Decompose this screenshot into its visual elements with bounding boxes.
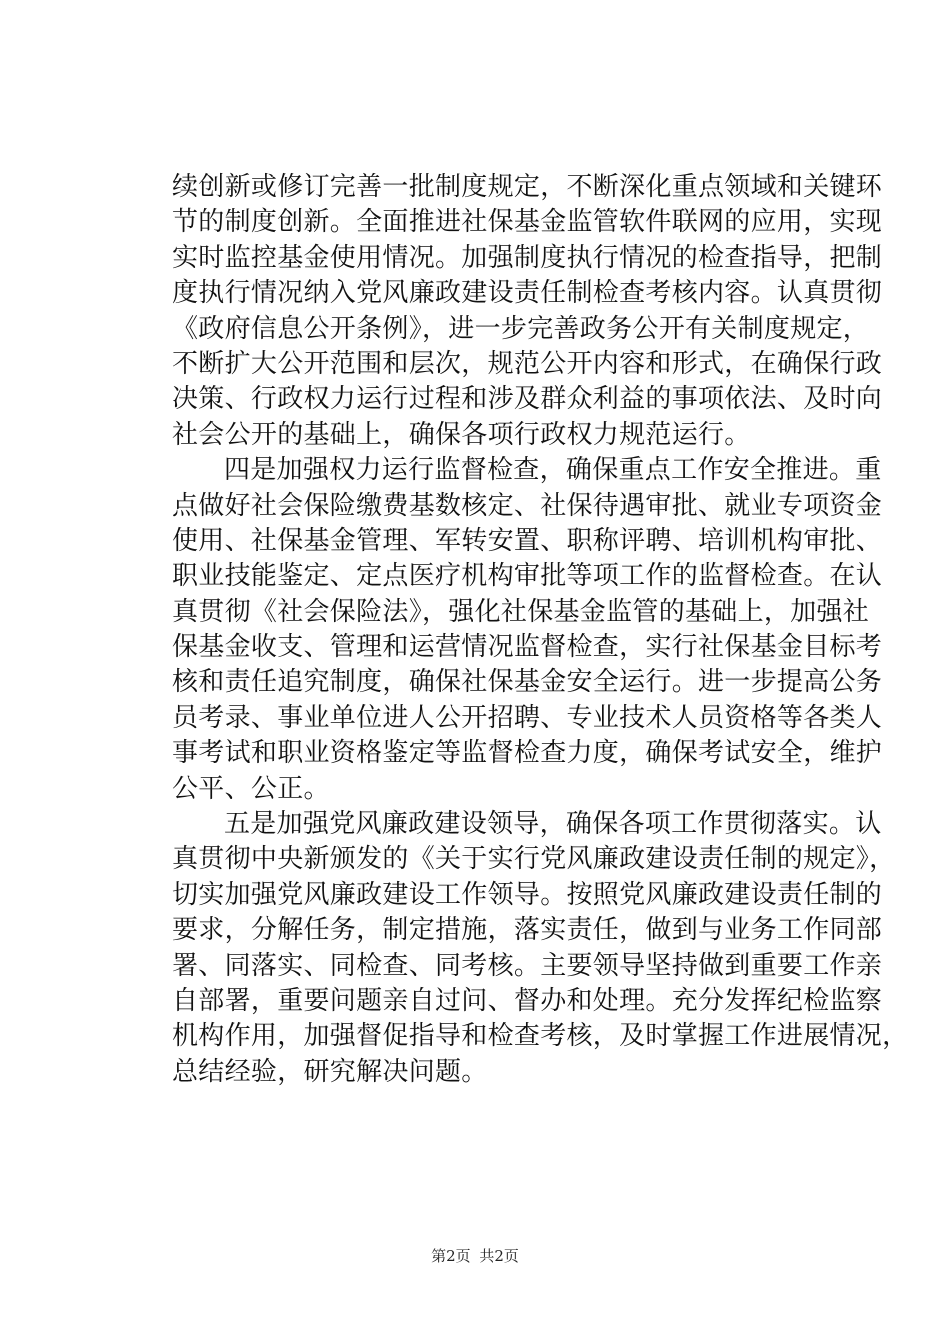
- text-line: 实时监控基金使用情况。加强制度执行情况的检查指导，把制: [172, 242, 883, 273]
- page-number: 第2页: [431, 1247, 471, 1265]
- paragraph-first-line: 五是加强党风廉政建设领导，确保各项工作贯彻落实。认: [224, 809, 882, 840]
- text-line: 自部署，重要问题亲自过问、督办和处理。充分发挥纪检监察: [172, 985, 883, 1016]
- text-line: 公平、公正。: [172, 773, 330, 804]
- text-line: 核和责任追究制度，确保社保基金安全运行。进一步提高公务: [172, 667, 883, 698]
- text-line: 《政府信息公开条例》，进一步完善政务公开有关制度规定，: [172, 313, 870, 344]
- text-line: 职业技能鉴定、定点医疗机构审批等项工作的监督检查。在认: [172, 561, 883, 592]
- text-line: 决策、行政权力运行过程和涉及群众利益的事项依法、及时向: [172, 384, 883, 415]
- text-line: 署、同落实、同检查、同考核。主要领导坚持做到重要工作亲: [172, 950, 883, 981]
- text-line: 保基金收支、管理和运营情况监督检查，实行社保基金目标考: [172, 632, 883, 663]
- text-line: 社会公开的基础上，确保各项行政权力规范运行。: [172, 419, 751, 450]
- text-line: 节的制度创新。全面推进社保基金监管软件联网的应用，实现: [172, 207, 883, 238]
- text-line: 点做好社会保险缴费基数核定、社保待遇审批、就业专项资金: [172, 490, 883, 521]
- text-line: 员考录、事业单位进人公开招聘、专业技术人员资格等各类人: [172, 702, 883, 733]
- text-line: 不断扩大公开范围和层次，规范公开内容和形式，在确保行政: [172, 348, 883, 379]
- text-line: 使用、社保基金管理、军转安置、职称评聘、培训机构审批、: [172, 525, 883, 556]
- text-line: 真贯彻《社会保险法》，强化社保基金监管的基础上，加强社: [172, 596, 870, 627]
- text-line: 续创新或修订完善一批制度规定，不断深化重点领域和关键环: [172, 172, 883, 202]
- text-line: 机构作用，加强督促指导和检查考核，及时掌握工作进展情况，: [172, 1021, 909, 1052]
- document-body: [172, 170, 909, 1090]
- text-line: 事考试和职业资格鉴定等监督检查力度，确保考试安全，维护: [172, 738, 883, 769]
- page-total: 共2页: [479, 1247, 519, 1265]
- text-line: 真贯彻中央新颁发的《关于实行党风廉政建设责任制的规定》，: [172, 844, 896, 875]
- text-line: 度执行情况纳入党风廉政建设责任制检查考核内容。认真贯彻: [172, 278, 883, 309]
- paragraph-first-line: 四是加强权力运行监督检查，确保重点工作安全推进。重: [224, 455, 882, 486]
- page-footer: [0, 1246, 950, 1266]
- text-line: 要求，分解任务，制定措施，落实责任，做到与业务工作同部: [172, 915, 883, 946]
- text-line: 总结经验，研究解决问题。: [172, 1056, 488, 1087]
- text-line: 切实加强党风廉政建设工作领导。按照党风廉政建设责任制的: [172, 879, 883, 910]
